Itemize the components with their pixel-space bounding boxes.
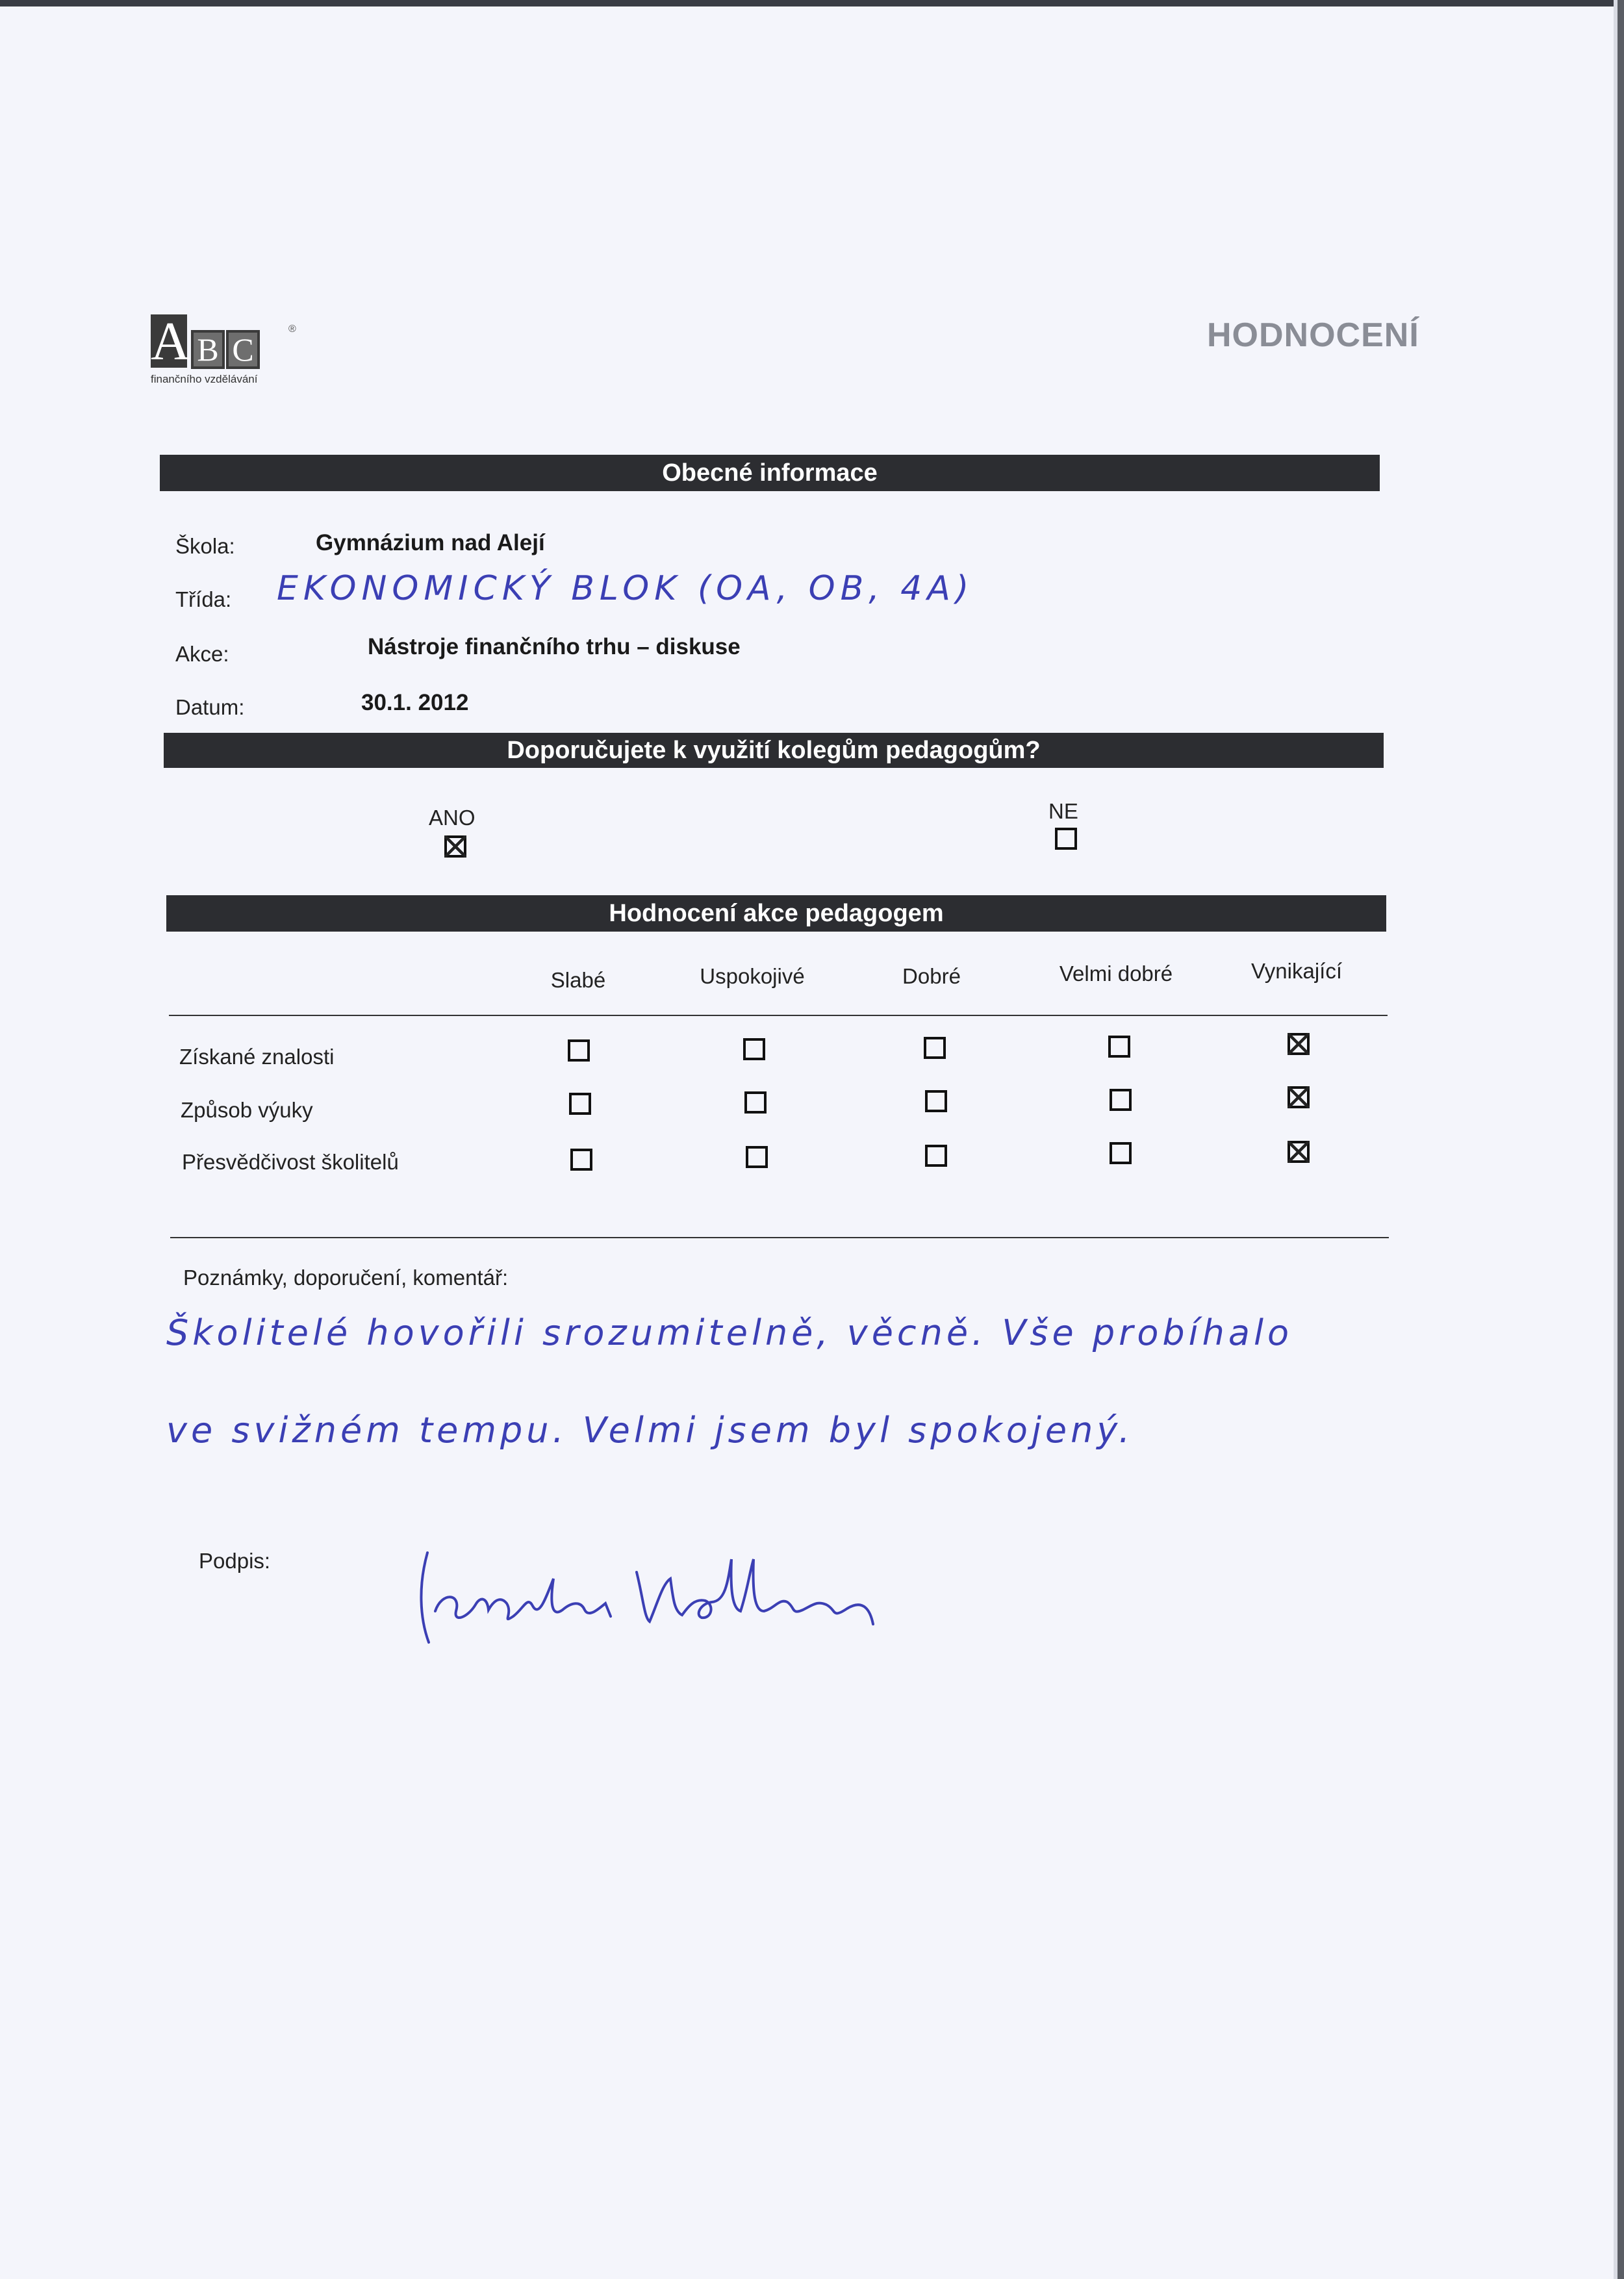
rating-checkbox[interactable] — [746, 1146, 768, 1168]
rating-col-header: Dobré — [902, 964, 961, 988]
rating-header-divider — [169, 1015, 1388, 1016]
section-bar-rating — [166, 895, 1386, 932]
notes-label: Poznámky, doporučení, komentář: — [183, 1266, 509, 1290]
logo-tagline: finančního vzdělávání — [151, 373, 258, 385]
section-heading-recommend: Doporučujete k využití kolegům pedagogům? — [507, 737, 1041, 764]
rating-checkbox[interactable] — [568, 1039, 590, 1062]
yes-label: ANO — [429, 806, 476, 830]
event-label: Akce: — [175, 642, 229, 666]
yes-checkbox[interactable] — [444, 835, 466, 858]
date-value: 30.1. 2012 — [361, 690, 469, 715]
school-value: Gymnázium nad Alejí — [316, 530, 545, 555]
rating-checkbox[interactable] — [1108, 1036, 1130, 1058]
class-label: Třída: — [175, 587, 232, 611]
section-bar-recommend — [164, 733, 1384, 768]
school-label: Škola: — [175, 534, 235, 558]
rating-checkbox[interactable] — [744, 1091, 767, 1114]
event-value: Nástroje finančního trhu – diskuse — [368, 634, 741, 659]
rating-checkbox[interactable] — [570, 1149, 592, 1171]
rating-row-label: Způsob výuky — [181, 1098, 313, 1122]
logo-letter-c: C — [226, 330, 260, 369]
rating-row-label: Získané znalosti — [179, 1045, 335, 1069]
date-label: Datum: — [175, 695, 245, 719]
rating-checkbox[interactable] — [743, 1038, 765, 1060]
rating-checkbox[interactable] — [925, 1145, 947, 1167]
logo-letter-a: A — [151, 311, 190, 372]
rating-col-header: Vynikající — [1251, 959, 1342, 983]
rating-checkbox[interactable] — [924, 1037, 946, 1059]
section-heading-rating: Hodnocení akce pedagogem — [609, 900, 944, 927]
no-checkbox[interactable] — [1055, 828, 1077, 850]
rating-checkbox[interactable] — [1288, 1141, 1310, 1163]
no-label: NE — [1048, 799, 1078, 823]
rating-footer-divider — [170, 1237, 1389, 1238]
section-heading-general: Obecné informace — [662, 459, 878, 487]
notes-handwritten-line-2: ve svižném tempu. Velmi jsem byl spokojený. — [166, 1410, 1134, 1451]
signature-scribble — [416, 1533, 909, 1650]
rating-checkbox[interactable] — [1110, 1089, 1132, 1111]
rating-col-header: Uspokojivé — [700, 964, 805, 988]
rating-row-label: Přesvědčivost školitelů — [182, 1150, 399, 1174]
rating-checkbox[interactable] — [925, 1090, 947, 1112]
class-value-handwritten: EKONOMICKÝ BLOK (OA, OB, 4A) — [277, 569, 974, 608]
rating-checkbox[interactable] — [569, 1093, 591, 1115]
signature-label: Podpis: — [199, 1549, 271, 1573]
rating-col-header: Slabé — [550, 968, 606, 992]
rating-checkbox[interactable] — [1110, 1142, 1132, 1164]
section-bar-general — [160, 455, 1380, 491]
abc-logo — [151, 311, 307, 386]
scan-edge-top — [0, 0, 1624, 6]
rating-checkbox[interactable] — [1288, 1086, 1310, 1108]
rating-checkbox[interactable] — [1288, 1033, 1310, 1055]
rating-col-header: Velmi dobré — [1059, 961, 1173, 986]
scan-edge-right — [1618, 0, 1624, 2279]
notes-handwritten-line-1: Školitelé hovořili srozumitelně, věcně. Vše probíhalo — [166, 1312, 1293, 1353]
logo-registered-mark: ® — [288, 324, 296, 335]
logo-letter-b: B — [191, 330, 225, 369]
document-title: HODNOCENÍ — [1207, 316, 1419, 354]
